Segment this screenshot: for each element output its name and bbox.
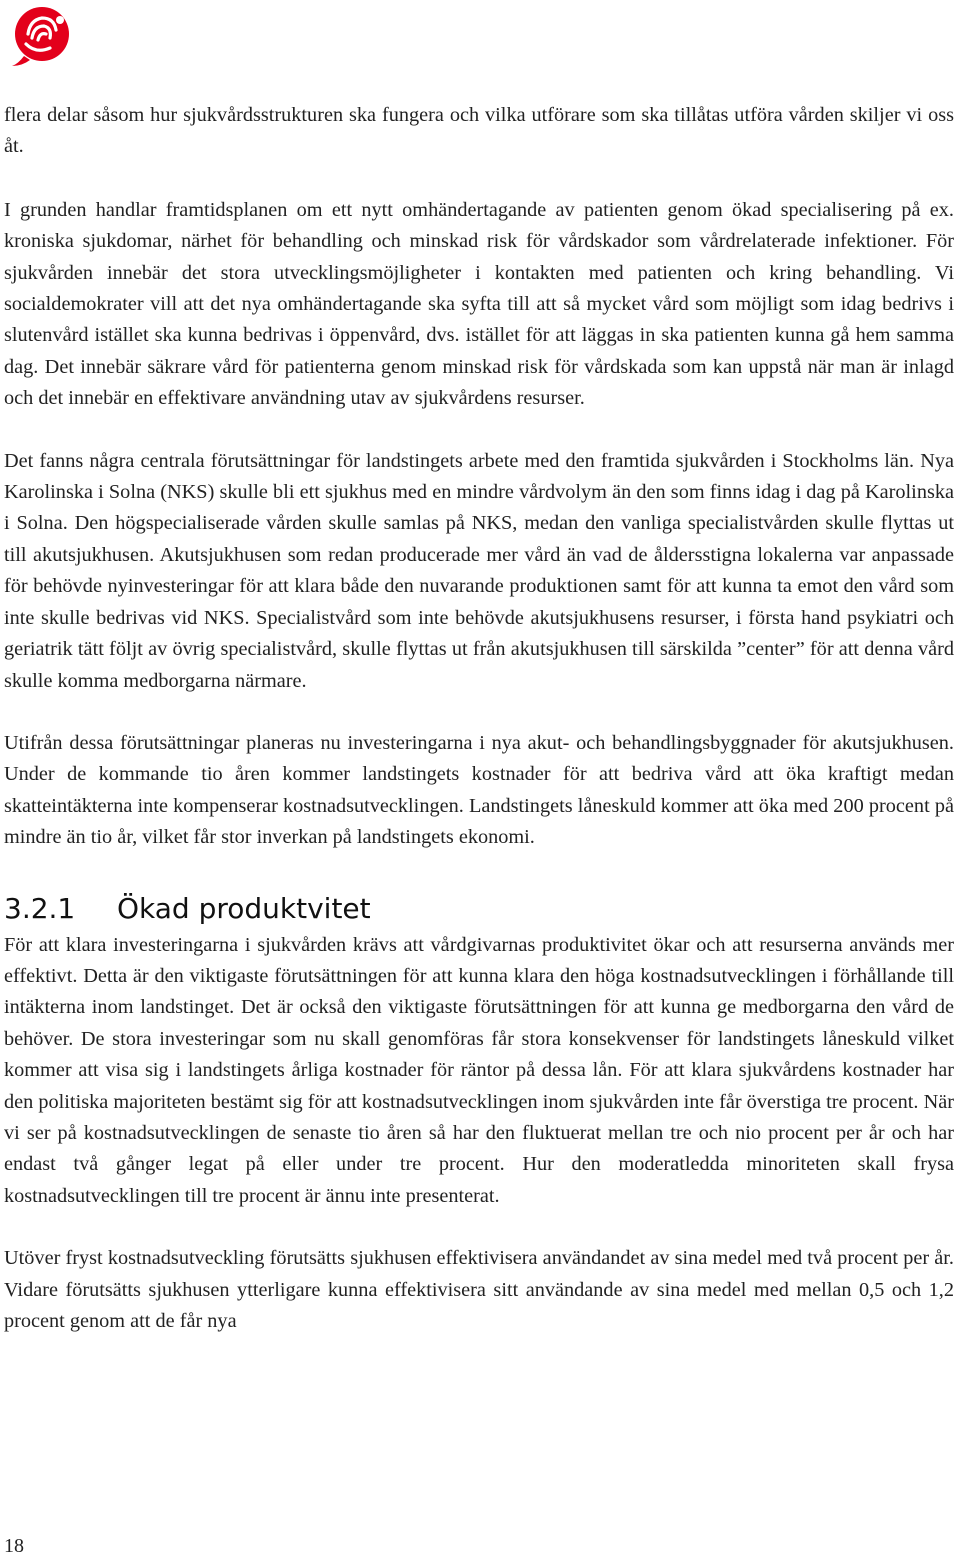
section-title: Ökad produktvitet (117, 891, 371, 925)
paragraph-5: För att klara investeringarna i sjukvården krävs att vårdgivarnas produktivitet ökar och att resurserna används mer effektivt. Detta är den viktigaste förutsättningen för att kunna klara den höga kostnadsutvecklingen i förhållande till intäkterna inom landstinget. Det är också den viktigaste förutsättningen för att kunna ge medborgarna den vård de behöver. De stora investeringar som nu skall genomföras får stora konsekvenser för landstingets låneskuld vilket kommer att visa sig i landstingets årliga kostnader för räntor på dessa lån. För att klara sjukvårdens kostnader har den politiska majoriteten bestämt sig för att kostnadsutvecklingen inom sjukvården inte får överstiga tre procent. När vi ser på kostnadsutvecklingen de senaste tio åren så har den fluktuerat mellan tre och nio procent per år och har endast två gånger legat på eller under tre procent. Hur den moderatledda minoriteten skall frysa kostnadsutvecklingen till tre procent är ännu inte presenterat. (4, 933, 954, 1207)
document-body (4, 100, 954, 1337)
paragraph-6: Utöver fryst kostnadsutveckling förutsätts sjukhusen effektivisera användandet av sina medel med två procent per år. Vidare förutsätts sjukhusen ytterligare kunna effektivisera sitt användande av sina medel med mellan 0,5 och 1,2 procent genom att de får nya (4, 1247, 954, 1332)
section-heading (4, 892, 954, 926)
rose-logo-icon (8, 4, 76, 68)
paragraph-3: Det fanns några centrala förutsättningar för landstingets arbete med den framtida sjukvården i Stockholms län. Nya Karolinska i Solna (NKS) skulle bli ett sjukhus med en mindre vårdvolym än den som finns idag i dag på Karolinska i Solna. Den högspecialiserade vården skulle samlas på NKS, medan den vanliga specialistvården skulle flyttas ut till akutsjukhusen. Akutsjukhusen som redan producerade mer vård än vad de åldersstigna lokalerna var anpassade för behövde nyinvesteringar för att klara både den nuvarande produktionen samt för att kunna ta emot den vård som inte skulle bedrivas vid NKS. Specialistvård som inte behövde akutsjukhusens resurser, i första hand psykiatri och geriatrik tätt följt av övrig specialistvård, skulle flyttas ut från akutsjukhusen till särskilda ”center” för att denna vård skulle komma medborgarna närmare. (4, 449, 954, 692)
paragraph-2: I grunden handlar framtidsplanen om ett nytt omhändertagande av patienten genom ökad specialisering på ex. kroniska sjukdomar, närhet för behandling och minskad risk för vårdskador som vårdrelaterade infektioner. För sjukvården innebär det stora utvecklingsmöjligheter i kontakten med patienten och kring behandling. Vi socialdemokrater vill att det nya omhändertagande ska syfta till att så mycket vård som möjligt som idag bedrivs i slutenvård istället ska kunna bedrivas i öppenvård, dvs. istället för att läggas in ska patienten kunna gå hem samma dag. Det innebär säkrare vård för patienterna genom minskad risk för vårdskada som kan uppstå när man är inlagd och det innebär en effektivare användning utav av sjukvårdens resurser. (4, 198, 954, 410)
page-number: 18 (4, 1535, 24, 1557)
paragraph-4: Utifrån dessa förutsättningar planeras nu investeringarna i nya akut- och behandlingsbyggnader för akutsjukhusen. Under de kommande tio åren kommer landstingets kostnader för att bedriva vård att öka kraftigt medan skatteintäkterna inte kompenserar kostnadsutvecklingen. Landstingets låneskuld kommer att öka med 200 procent på mindre än tio år, vilket får stor inverkan på landstingets ekonomi. (4, 731, 954, 849)
paragraph-1: flera delar såsom hur sjukvårdsstrukturen ska fungera och vilka utförare som ska tillåtas utföra vården skiljer vi oss åt. (4, 104, 954, 158)
section-number: 3.2.1 (4, 891, 76, 925)
